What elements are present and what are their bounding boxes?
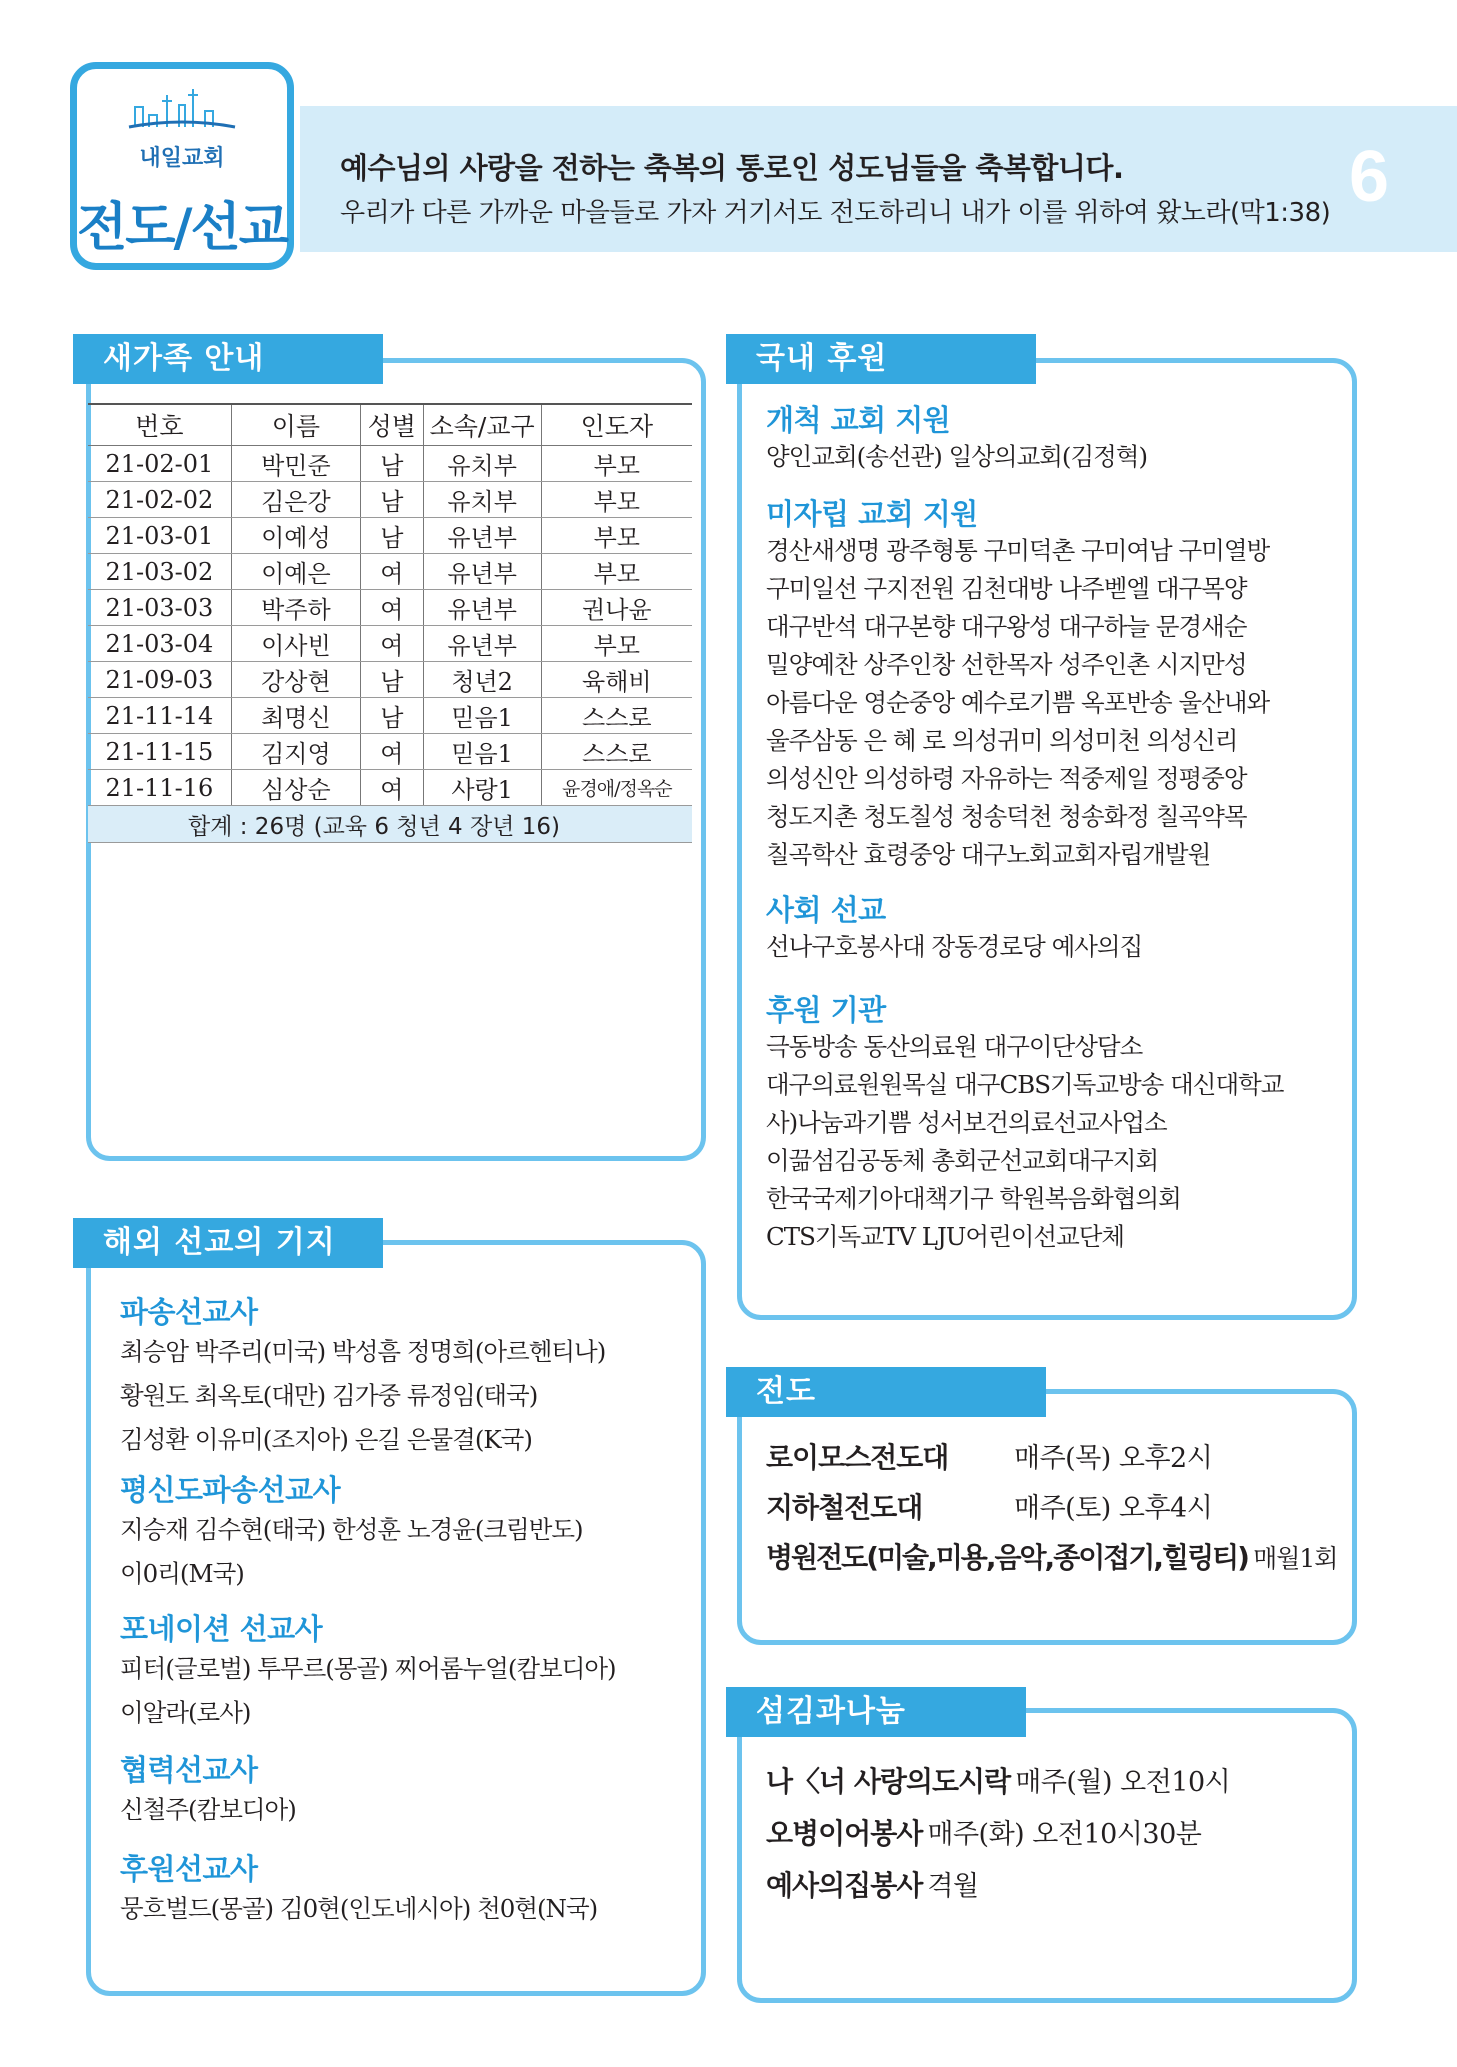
table-cell: 21-03-01	[88, 518, 231, 554]
table-cell: 박주하	[231, 590, 360, 626]
table-cell: 스스로	[541, 734, 692, 770]
table-cell: 유년부	[423, 590, 541, 626]
list-item: 청도지촌 청도칠성 청송덕천 청송화정 칠곡약목	[766, 802, 1247, 831]
list-item: 이알라(로사)	[120, 1698, 251, 1727]
table-row	[88, 590, 692, 626]
table-cell: 믿음1	[423, 734, 541, 770]
table-cell: 여	[360, 770, 423, 806]
group-heading: 포네이션 선교사	[120, 1612, 323, 1646]
group-heading: 미자립 교회 지원	[766, 497, 978, 531]
list-item: 지승재 김수현(태국) 한성훈 노경윤(크림반도)	[120, 1515, 583, 1544]
column-header: 성별	[360, 404, 423, 446]
column-header: 번호	[88, 404, 231, 446]
sharing-name: 오병이어봉사	[766, 1817, 923, 1850]
table-cell: 여	[360, 554, 423, 590]
overseas-title: 해외 선교의 기지	[73, 1218, 383, 1268]
table-cell: 21-02-02	[88, 482, 231, 518]
table-cell: 남	[360, 518, 423, 554]
table-cell: 21-02-01	[88, 446, 231, 482]
table-cell: 육해비	[541, 662, 692, 698]
table-cell: 스스로	[541, 698, 692, 734]
table-cell: 김은강	[231, 482, 360, 518]
list-item: 선나구호봉사대 장동경로당 예사의집	[766, 932, 1143, 961]
table-cell: 유년부	[423, 518, 541, 554]
list-item: 피터(글로벌) 투무르(몽골) 찌어롬누얼(캄보디아)	[120, 1654, 616, 1683]
table-cell: 남	[360, 446, 423, 482]
sharing-time: 매주(월) 오전10시	[1015, 1767, 1231, 1798]
list-item: 황원도 최옥토(대만) 김가중 류정임(태국)	[120, 1381, 538, 1410]
list-item: 이0리(M국)	[120, 1559, 244, 1588]
group-lines	[766, 532, 1269, 874]
table-cell: 여	[360, 590, 423, 626]
table-cell: 부모	[541, 482, 692, 518]
group-heading: 후원선교사	[120, 1852, 258, 1886]
list-item: 한국국제기아대책기구 학원복음화협의회	[766, 1184, 1181, 1213]
table-cell: 유년부	[423, 626, 541, 662]
total-summary: 합계 : 26명 (교육 6 청년 4 장년 16)	[88, 806, 692, 843]
list-item: 경산새생명 광주형통 구미덕촌 구미여남 구미열방	[766, 536, 1270, 565]
header-band	[300, 106, 1457, 252]
church-skyline-icon	[127, 87, 237, 133]
table-cell: 부모	[541, 518, 692, 554]
table-cell: 남	[360, 482, 423, 518]
table-cell: 박민준	[231, 446, 360, 482]
sharing-item	[766, 1760, 1230, 1800]
sharing-item	[766, 1864, 979, 1904]
header-verse: 우리가 다른 가까운 마을들로 가자 거기서도 전도하리니 내가 이를 위하여 왔노라(막1:38)	[340, 198, 1331, 228]
table-total-row	[88, 806, 692, 843]
table-cell: 청년2	[423, 662, 541, 698]
table-row	[88, 626, 692, 662]
list-item: 의성신안 의성하령 자유하는 적중제일 정평중앙	[766, 764, 1247, 793]
table-cell: 이예은	[231, 554, 360, 590]
table-cell: 부모	[541, 626, 692, 662]
list-item: 김성환 이유미(조지아) 은길 은물결(K국)	[120, 1425, 532, 1454]
table-cell: 21-03-02	[88, 554, 231, 590]
church-logo-name: 내일교회	[139, 146, 225, 171]
list-item: 사)나눔과기쁨 성서보건의료선교사업소	[766, 1108, 1167, 1137]
table-row	[88, 662, 692, 698]
list-item: 아름다운 영순중앙 예수로기쁨 옥포반송 울산내와	[766, 688, 1270, 717]
list-item: CTS기독교TV LJU어린이선교단체	[766, 1222, 1125, 1251]
group-heading: 개척 교회 지원	[766, 403, 951, 437]
evangelism-time: 매주(토) 오후4시	[1014, 1493, 1213, 1524]
table-cell: 유치부	[423, 446, 541, 482]
table-cell: 여	[360, 734, 423, 770]
list-item: 이끎섬김공동체 총회군선교회대구지회	[766, 1146, 1159, 1175]
evangelism-item	[766, 1536, 1337, 1576]
list-item: 울주삼동 은 혜 로 의성귀미 의성미천 의성신리	[766, 726, 1238, 755]
list-item: 칠곡학산 효령중앙 대구노회교회자립개발원	[766, 840, 1211, 869]
table-row	[88, 554, 692, 590]
table-cell: 강상현	[231, 662, 360, 698]
list-item: 대구의료원원목실 대구CBS기독교방송 대신대학교	[766, 1070, 1284, 1099]
sharing-name: 나〈너 사랑의도시락	[766, 1765, 1011, 1798]
list-item: 뭉흐벌드(몽골) 김0현(인도네시아) 천0현(N국)	[120, 1894, 598, 1923]
group-heading: 사회 선교	[766, 893, 886, 927]
table-cell: 21-03-04	[88, 626, 231, 662]
group-lines	[766, 928, 1142, 966]
table-cell: 남	[360, 698, 423, 734]
new-family-title: 새가족 안내	[73, 334, 383, 384]
page-number: 6	[1348, 137, 1389, 217]
table-cell: 남	[360, 662, 423, 698]
table-row	[88, 518, 692, 554]
sharing-name: 예사의집봉사	[766, 1869, 923, 1902]
new-family-table-body	[88, 446, 692, 806]
group-lines	[120, 1508, 583, 1596]
table-cell: 여	[360, 626, 423, 662]
list-item: 최승암 박주리(미국) 박성흠 정명희(아르헨티나)	[120, 1337, 606, 1366]
sharing-time: 매주(화) 오전10시30분	[927, 1819, 1202, 1850]
sharing-item	[766, 1812, 1201, 1852]
table-row	[88, 770, 692, 806]
group-lines	[766, 1028, 1283, 1256]
list-item: 구미일선 구지전원 김천대방 나주벧엘 대구목양	[766, 574, 1247, 603]
sharing-panel	[737, 1708, 1357, 2003]
group-heading: 후원 기관	[766, 993, 886, 1027]
table-cell: 이예성	[231, 518, 360, 554]
evangelism-name: 지하철전도대	[766, 1491, 923, 1524]
page-title: 전도/선교	[77, 198, 287, 258]
table-row	[88, 482, 692, 518]
group-lines	[120, 1647, 616, 1735]
evangelism-time: 매주(목) 오후2시	[1014, 1443, 1213, 1474]
domestic-title: 국내 후원	[726, 334, 1036, 384]
table-header-row	[88, 404, 692, 446]
column-header: 인도자	[541, 404, 692, 446]
table-cell: 이사빈	[231, 626, 360, 662]
table-cell: 21-09-03	[88, 662, 231, 698]
table-cell: 부모	[541, 554, 692, 590]
logo-box	[70, 62, 294, 270]
evangelism-title: 전도	[726, 1367, 1046, 1417]
evangelism-item	[766, 1486, 1212, 1526]
header-slogan: 예수님의 사랑을 전하는 축복의 통로인 성도님들을 축복합니다.	[340, 151, 1124, 185]
group-heading: 파송선교사	[120, 1295, 258, 1329]
table-cell: 유치부	[423, 482, 541, 518]
table-cell: 사랑1	[423, 770, 541, 806]
sharing-title: 섬김과나눔	[726, 1687, 1026, 1737]
column-header: 소속/교구	[423, 404, 541, 446]
evangelism-time: 매월1회	[1253, 1544, 1338, 1573]
table-row	[88, 698, 692, 734]
evangelism-name: 로이모스전도대	[766, 1441, 949, 1474]
new-family-table	[88, 403, 692, 843]
sharing-time: 격월	[927, 1871, 979, 1902]
list-item: 양인교회(송선관) 일상의교회(김정혁)	[766, 442, 1148, 471]
table-cell: 21-11-16	[88, 770, 231, 806]
group-lines	[120, 1887, 597, 1931]
table-row	[88, 446, 692, 482]
group-lines	[120, 1788, 296, 1832]
table-cell: 윤경애/정옥순	[541, 770, 692, 806]
table-cell: 심상순	[231, 770, 360, 806]
evangelism-name: 병원전도(미술,미용,음악,종이접기,힐링티)	[766, 1541, 1248, 1574]
table-cell: 믿음1	[423, 698, 541, 734]
list-item: 밀양예찬 상주인창 선한목자 성주인촌 시지만성	[766, 650, 1247, 679]
table-cell: 권나윤	[541, 590, 692, 626]
group-lines	[120, 1330, 605, 1462]
table-cell: 최명신	[231, 698, 360, 734]
group-lines	[766, 438, 1147, 476]
list-item: 대구반석 대구본향 대구왕성 대구하늘 문경새순	[766, 612, 1247, 641]
table-cell: 21-11-15	[88, 734, 231, 770]
table-cell: 21-03-03	[88, 590, 231, 626]
group-heading: 평신도파송선교사	[120, 1473, 341, 1507]
column-header: 이름	[231, 404, 360, 446]
table-cell: 부모	[541, 446, 692, 482]
table-cell: 김지영	[231, 734, 360, 770]
group-heading: 협력선교사	[120, 1753, 258, 1787]
table-row	[88, 734, 692, 770]
list-item: 극동방송 동산의료원 대구이단상담소	[766, 1032, 1143, 1061]
list-item: 신철주(캄보디아)	[120, 1795, 296, 1824]
table-cell: 21-11-14	[88, 698, 231, 734]
table-cell: 유년부	[423, 554, 541, 590]
evangelism-item	[766, 1436, 1212, 1476]
